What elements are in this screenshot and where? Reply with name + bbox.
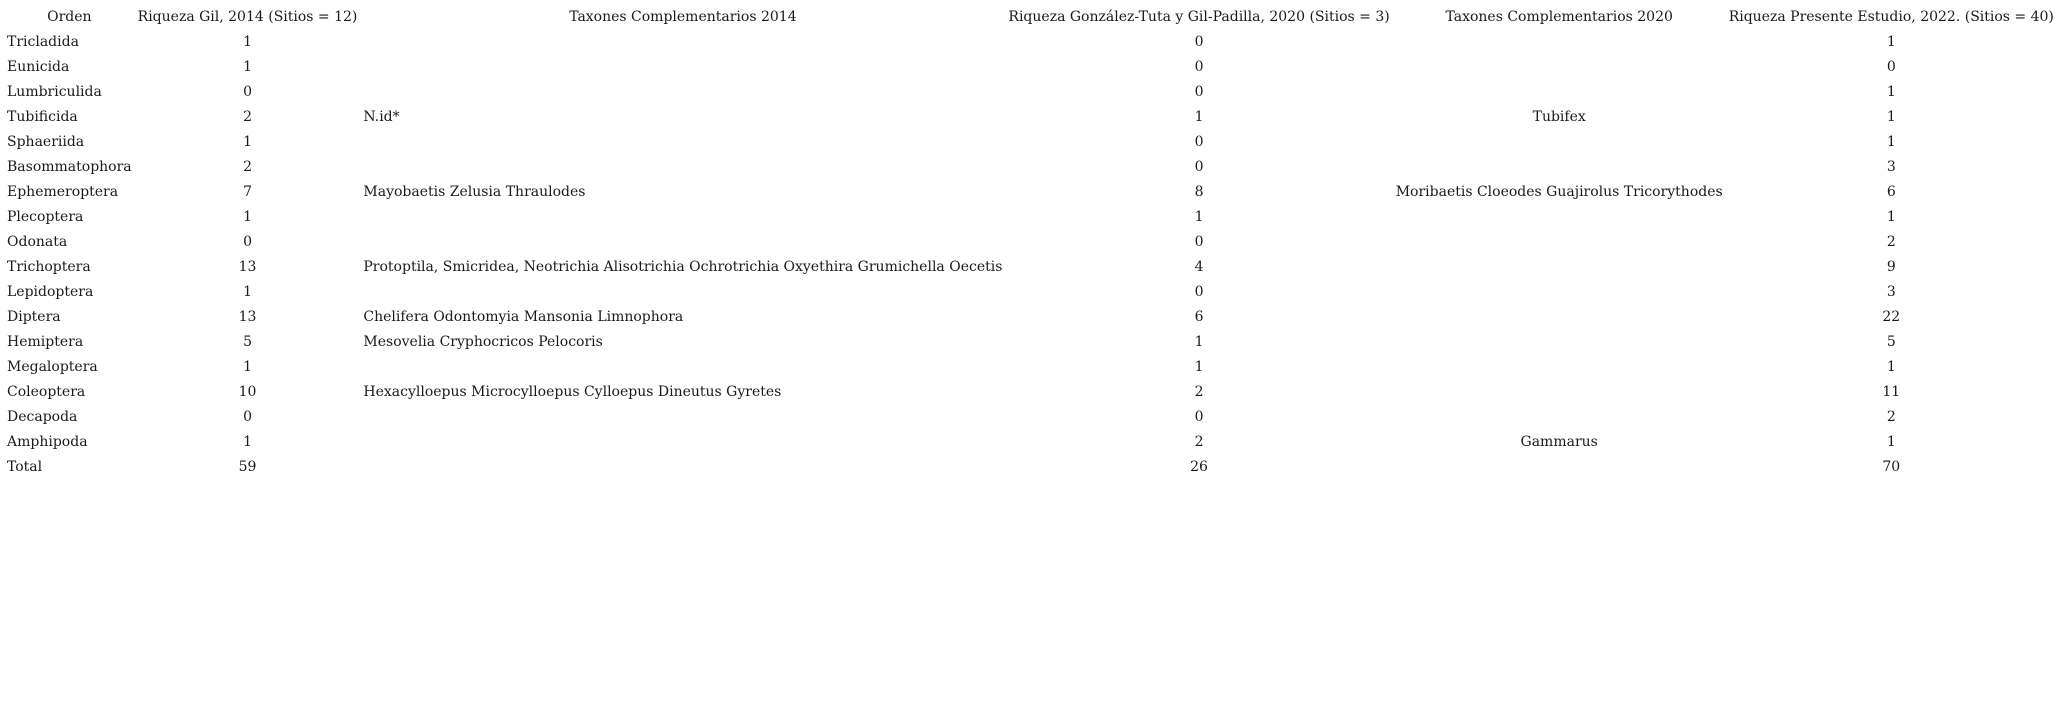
table-row [4, 280, 2057, 305]
cell-orden: Megaloptera [7, 359, 98, 375]
cell-taxones-2014 [360, 430, 1005, 455]
cell-taxones-2014 [360, 355, 1005, 380]
cell-riqueza-presente-2022: 1 [1886, 84, 1896, 100]
cell-orden: Lumbriculida [7, 84, 102, 100]
cell-orden: Diptera [7, 309, 61, 325]
table-row [4, 80, 2057, 105]
cell-taxones-2020 [1393, 355, 1726, 380]
table-row [4, 30, 2057, 55]
cell-riqueza-gonzalez-2020: 6 [1194, 309, 1204, 325]
cell-riqueza-presente-2022: 1 [1886, 134, 1896, 150]
table-row [4, 330, 2057, 355]
cell-taxones-2020 [1393, 405, 1726, 430]
cell-taxones-2020 [1393, 55, 1726, 80]
cell-riqueza-gil-2014: 59 [238, 459, 257, 475]
cell-taxones-2014 [360, 405, 1005, 430]
cell-riqueza-presente-2022: 0 [1886, 59, 1896, 75]
cell-riqueza-presente-2022: 6 [1886, 184, 1896, 200]
cell-riqueza-presente-2022: 1 [1886, 434, 1896, 450]
cell-taxones-2014: Hexacylloepus Microcylloepus Cylloepus Dineutus Gyretes [363, 384, 782, 400]
cell-riqueza-gonzalez-2020: 1 [1194, 109, 1204, 125]
cell-riqueza-gil-2014: 13 [238, 259, 257, 275]
header-taxones-2020: Taxones Complementarios 2020 [1445, 9, 1673, 25]
cell-riqueza-presente-2022: 11 [1882, 384, 1901, 400]
cell-riqueza-gil-2014: 1 [243, 209, 252, 225]
cell-taxones-2020: Moribaetis Cloeodes Guajirolus Tricorythodes [1395, 184, 1723, 200]
cell-orden: Amphipoda [7, 434, 88, 450]
cell-orden: Ephemeroptera [7, 184, 119, 200]
cell-riqueza-presente-2022: 1 [1886, 359, 1896, 375]
cell-riqueza-gonzalez-2020: 2 [1194, 434, 1204, 450]
cell-riqueza-presente-2022: 3 [1886, 284, 1896, 300]
cell-riqueza-gonzalez-2020: 0 [1194, 84, 1204, 100]
cell-riqueza-gil-2014: 1 [243, 434, 252, 450]
table-header [4, 5, 2057, 30]
cell-taxones-2020 [1393, 455, 1726, 480]
header-orden: Orden [47, 9, 92, 25]
cell-taxones-2014 [360, 30, 1005, 55]
cell-riqueza-gil-2014: 1 [243, 284, 252, 300]
cell-riqueza-gil-2014: 2 [243, 159, 252, 175]
table-container [4, 5, 2057, 480]
cell-taxones-2014: N.id* [363, 109, 400, 125]
cell-orden: Hemiptera [7, 334, 84, 350]
cell-taxones-2014: Protoptila, Smicridea, Neotrichia Alisotrichia Ochrotrichia Oxyethira Grumichella Oecetis [363, 259, 1003, 275]
cell-orden: Lepidoptera [7, 284, 94, 300]
cell-taxones-2014 [360, 280, 1005, 305]
cell-taxones-2014 [360, 130, 1005, 155]
cell-taxones-2020 [1393, 380, 1726, 405]
cell-riqueza-gonzalez-2020: 0 [1194, 409, 1204, 425]
cell-orden: Trichoptera [7, 259, 91, 275]
cell-taxones-2014 [360, 455, 1005, 480]
cell-riqueza-gil-2014: 1 [243, 134, 252, 150]
richness-table [4, 5, 2057, 480]
cell-taxones-2014 [360, 55, 1005, 80]
cell-orden: Coleoptera [7, 384, 86, 400]
cell-riqueza-gonzalez-2020: 0 [1194, 159, 1204, 175]
header-riqueza-presente-2022: Riqueza Presente Estudio, 2022. (Sitios = 40) [1728, 9, 2054, 25]
cell-orden: Total [7, 459, 43, 475]
header-riqueza-gonzalez-2020: Riqueza González-Tuta y Gil-Padilla, 2020 (Sitios = 3) [1008, 9, 1390, 25]
cell-riqueza-gil-2014: 2 [243, 109, 252, 125]
cell-riqueza-presente-2022: 1 [1886, 34, 1896, 50]
cell-taxones-2020 [1393, 230, 1726, 255]
cell-riqueza-presente-2022: 9 [1886, 259, 1896, 275]
cell-riqueza-presente-2022: 5 [1886, 334, 1896, 350]
table-row [4, 380, 2057, 405]
cell-riqueza-gonzalez-2020: 4 [1194, 259, 1204, 275]
header-riqueza-gil-2014: Riqueza Gil, 2014 (Sitios = 12) [137, 9, 358, 25]
cell-taxones-2014 [360, 80, 1005, 105]
cell-riqueza-gonzalez-2020: 1 [1194, 334, 1204, 350]
table-row [4, 230, 2057, 255]
table-row [4, 455, 2057, 480]
cell-riqueza-presente-2022: 2 [1886, 234, 1896, 250]
cell-riqueza-gonzalez-2020: 2 [1194, 384, 1204, 400]
cell-riqueza-presente-2022: 1 [1886, 209, 1896, 225]
cell-taxones-2014: Mesovelia Cryphocricos Pelocoris [363, 334, 603, 350]
header-taxones-2014: Taxones Complementarios 2014 [569, 9, 797, 25]
cell-taxones-2020 [1393, 255, 1726, 280]
cell-orden: Eunicida [7, 59, 70, 75]
cell-riqueza-presente-2022: 22 [1882, 309, 1901, 325]
cell-riqueza-gil-2014: 1 [243, 34, 252, 50]
table-row [4, 155, 2057, 180]
cell-taxones-2020 [1393, 205, 1726, 230]
cell-riqueza-gil-2014: 1 [243, 359, 252, 375]
cell-riqueza-gil-2014: 0 [243, 84, 252, 100]
cell-riqueza-gil-2014: 5 [243, 334, 252, 350]
cell-taxones-2020 [1393, 130, 1726, 155]
cell-taxones-2020: Gammarus [1520, 434, 1598, 450]
table-body [4, 30, 2057, 480]
cell-riqueza-gonzalez-2020: 0 [1194, 234, 1204, 250]
cell-taxones-2020 [1393, 155, 1726, 180]
cell-riqueza-presente-2022: 1 [1886, 109, 1896, 125]
cell-riqueza-gil-2014: 0 [243, 409, 252, 425]
cell-riqueza-gonzalez-2020: 1 [1194, 359, 1204, 375]
cell-orden: Odonata [7, 234, 68, 250]
cell-taxones-2014 [360, 230, 1005, 255]
cell-riqueza-gonzalez-2020: 0 [1194, 284, 1204, 300]
cell-orden: Tricladida [7, 34, 79, 50]
cell-orden: Sphaeriida [7, 134, 85, 150]
cell-taxones-2020 [1393, 330, 1726, 355]
cell-orden: Tubificida [7, 109, 78, 125]
table-row [4, 55, 2057, 80]
table-row [4, 105, 2057, 130]
cell-taxones-2020 [1393, 280, 1726, 305]
cell-orden: Basommatophora [7, 159, 132, 175]
cell-riqueza-gil-2014: 1 [243, 59, 252, 75]
table-row [4, 205, 2057, 230]
cell-taxones-2014: Chelifera Odontomyia Mansonia Limnophora [363, 309, 684, 325]
cell-taxones-2020 [1393, 30, 1726, 55]
table-row [4, 130, 2057, 155]
cell-riqueza-gonzalez-2020: 0 [1194, 34, 1204, 50]
cell-riqueza-gil-2014: 10 [238, 384, 257, 400]
cell-riqueza-gonzalez-2020: 26 [1190, 459, 1208, 475]
cell-taxones-2020 [1393, 305, 1726, 330]
table-row [4, 305, 2057, 330]
cell-riqueza-gil-2014: 7 [243, 184, 252, 200]
cell-orden: Decapoda [7, 409, 78, 425]
cell-taxones-2014: Mayobaetis Zelusia Thraulodes [363, 184, 586, 200]
cell-riqueza-gil-2014: 0 [243, 234, 252, 250]
cell-riqueza-gonzalez-2020: 0 [1194, 59, 1204, 75]
cell-riqueza-gonzalez-2020: 0 [1194, 134, 1204, 150]
cell-orden: Plecoptera [7, 209, 84, 225]
cell-riqueza-presente-2022: 2 [1886, 409, 1896, 425]
table-row [4, 180, 2057, 205]
table-row [4, 430, 2057, 455]
cell-riqueza-presente-2022: 70 [1882, 459, 1901, 475]
cell-riqueza-gonzalez-2020: 1 [1194, 209, 1204, 225]
header-row [4, 5, 2057, 30]
cell-taxones-2014 [360, 155, 1005, 180]
cell-taxones-2020: Tubifex [1532, 109, 1586, 125]
cell-riqueza-gonzalez-2020: 8 [1194, 184, 1204, 200]
table-row [4, 405, 2057, 430]
cell-taxones-2020 [1393, 80, 1726, 105]
cell-riqueza-presente-2022: 3 [1886, 159, 1896, 175]
cell-riqueza-gil-2014: 13 [238, 309, 257, 325]
cell-taxones-2014 [360, 205, 1005, 230]
table-row [4, 255, 2057, 280]
table-row [4, 355, 2057, 380]
